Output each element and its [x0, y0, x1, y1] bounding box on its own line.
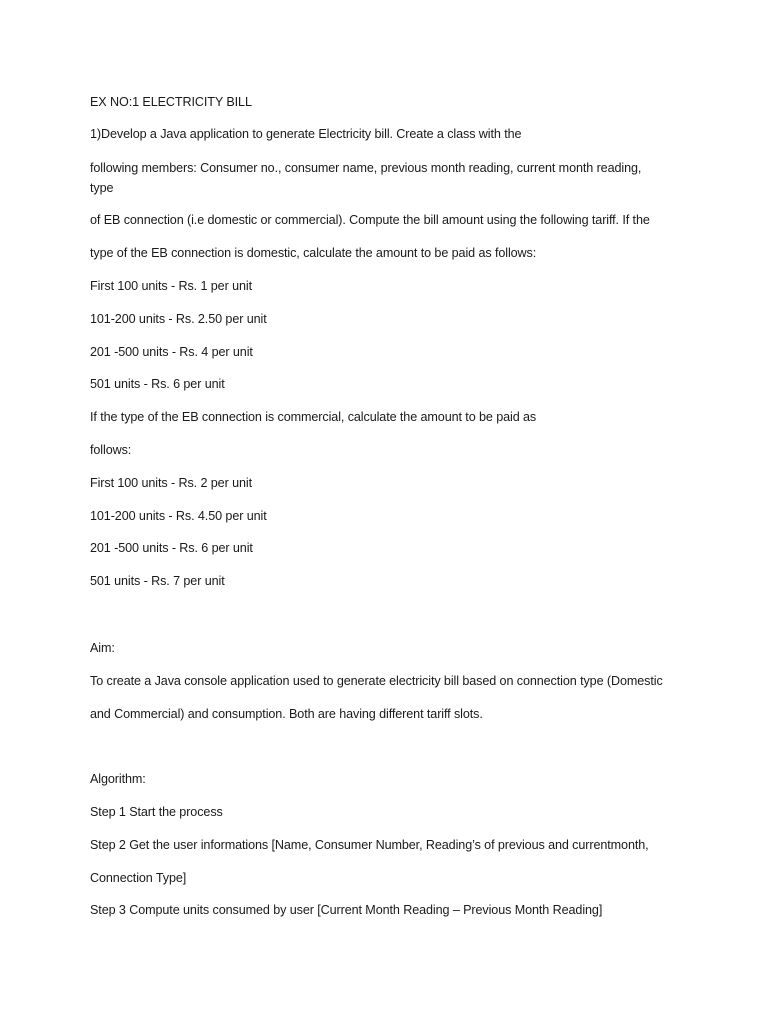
- domestic-tariff-item: 101-200 units - Rs. 2.50 per unit: [90, 312, 267, 326]
- domestic-tariff-item: 201 -500 units - Rs. 4 per unit: [90, 345, 253, 359]
- algorithm-step: Step 3 Compute units consumed by user [Current Month Reading – Previous Month Reading]: [90, 903, 603, 917]
- commercial-tariff-item: 501 units - Rs. 7 per unit: [90, 574, 225, 588]
- question-line: 1)Develop a Java application to generate Electricity bill. Create a class with the: [90, 127, 522, 141]
- commercial-intro-line: If the type of the EB connection is commercial, calculate the amount to be paid as: [90, 410, 537, 424]
- algorithm-heading: Algorithm:: [90, 772, 146, 786]
- commercial-tariff-item: 201 -500 units - Rs. 6 per unit: [90, 541, 253, 555]
- algorithm-step: Connection Type]: [90, 871, 187, 885]
- algorithm-step: Step 1 Start the process: [90, 805, 223, 819]
- question-line: type: [90, 181, 114, 195]
- document-title: EX NO:1 ELECTRICITY BILL: [90, 95, 252, 109]
- commercial-tariff-item: First 100 units - Rs. 2 per unit: [90, 476, 252, 490]
- question-line: of EB connection (i.e domestic or commercial). Compute the bill amount using the following tariff. If the: [90, 213, 650, 227]
- algorithm-step: Step 2 Get the user informations [Name, Consumer Number, Reading’s of previous and currentmonth,: [90, 838, 649, 852]
- aim-line: and Commercial) and consumption. Both are having different tariff slots.: [90, 707, 483, 721]
- commercial-intro-line: follows:: [90, 443, 132, 457]
- commercial-tariff-item: 101-200 units - Rs. 4.50 per unit: [90, 509, 267, 523]
- question-line: following members: Consumer no., consumer name, previous month reading, current month reading,: [90, 161, 642, 175]
- domestic-tariff-item: First 100 units - Rs. 1 per unit: [90, 279, 252, 293]
- aim-line: To create a Java console application used to generate electricity bill based on connection type (Domestic: [90, 674, 663, 688]
- question-line: type of the EB connection is domestic, calculate the amount to be paid as follows:: [90, 246, 537, 260]
- domestic-tariff-item: 501 units - Rs. 6 per unit: [90, 377, 225, 391]
- aim-heading: Aim:: [90, 641, 115, 655]
